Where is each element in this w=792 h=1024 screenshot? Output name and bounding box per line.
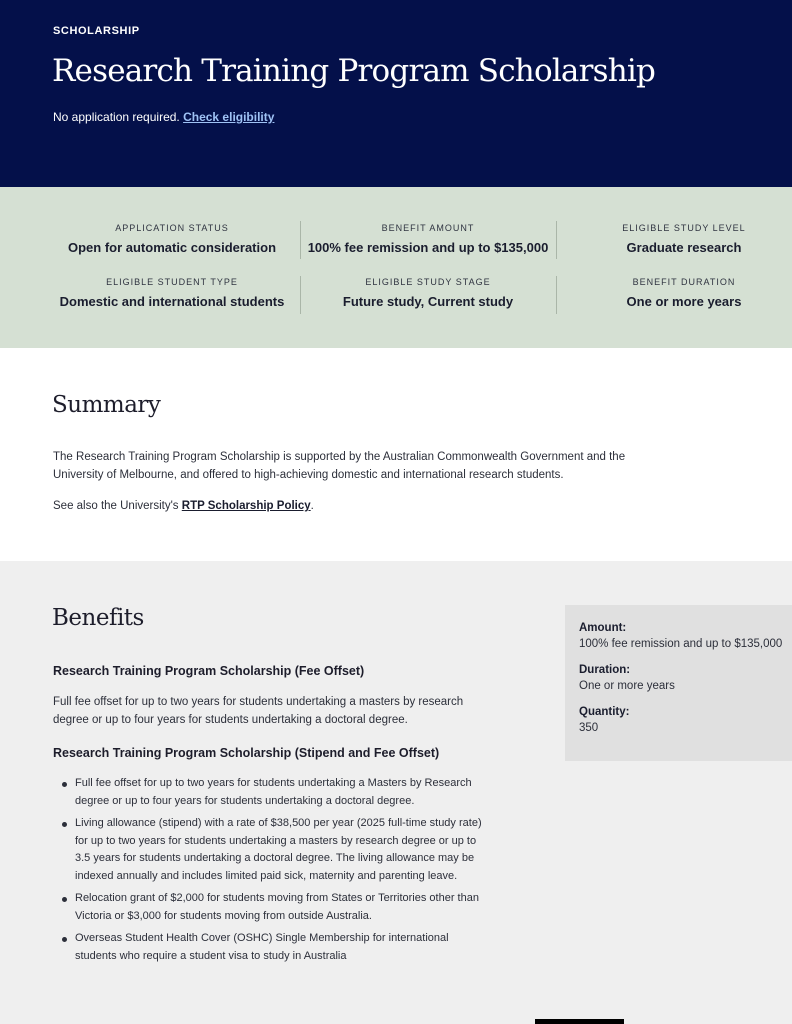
fact-value: Open for automatic consideration (67, 240, 277, 255)
fact-label: ELIGIBLE STUDY STAGE (365, 277, 491, 287)
floating-bar (535, 1019, 624, 1024)
eyebrow-label: SCHOLARSHIP (53, 25, 140, 37)
fact-label: BENEFIT DURATION (632, 277, 736, 287)
duration-value: One or more years (579, 680, 675, 692)
list-item: Overseas Student Health Cover (OSHC) Single Membership for international students who require a student visa to study in Australia (53, 930, 483, 965)
fact-value: Future study, Current study (342, 294, 514, 309)
quantity-value: 350 (579, 722, 599, 734)
fact-divider (556, 221, 557, 259)
rtp-policy-link[interactable]: RTP Scholarship Policy (181, 500, 311, 512)
fact-eligible-student-type (44, 277, 300, 309)
page-header (0, 0, 792, 187)
list-item: Full fee offset for up to two years for students undertaking a Masters by Research degree or up to four years for students undertaking a doctoral degree. (53, 775, 483, 810)
fact-divider (300, 276, 301, 314)
intro-text (53, 110, 274, 124)
intro-prefix: No application required. (53, 110, 184, 124)
scholarship-facts (0, 187, 792, 348)
benefit-summary-card (565, 605, 792, 761)
fact-value: Graduate research (626, 240, 742, 255)
stipend-benefits-list (53, 775, 483, 970)
benefits-heading: Benefits (52, 605, 144, 631)
fact-label: ELIGIBLE STUDENT TYPE (106, 277, 238, 287)
summary-text: The Research Training Program Scholarship is supported by the Australian Commonwealth Government and the University of Melbourne, and offered to high-achieving domestic and international research students. (53, 451, 626, 481)
amount-label: Amount: (579, 622, 627, 634)
amount-value: 100% fee remission and up to $135,000 (579, 638, 783, 650)
page-title: Research Training Program Scholarship (52, 53, 656, 89)
fact-application-status (44, 223, 300, 255)
fact-benefit-amount (300, 223, 556, 255)
fact-eligible-study-level (556, 223, 792, 255)
fact-benefit-duration (556, 277, 792, 309)
fact-value: Domestic and international students (59, 294, 285, 309)
fact-divider (300, 221, 301, 259)
fee-offset-heading: Research Training Program Scholarship (Fee Offset) (53, 664, 365, 678)
list-item: Living allowance (stipend) with a rate of $38,500 per year (2025 full-time study rate) for up to two years for students undertaking a masters by research degree or up to 3.5 years for students undertaking a doctoral degree. The living allowance may be indexed annually and includes limited paid sick, maternity and parenting leave. (53, 815, 483, 885)
see-also-suffix: . (310, 500, 314, 512)
fact-value: One or more years (626, 294, 742, 309)
stipend-heading: Research Training Program Scholarship (Stipend and Fee Offset) (53, 746, 440, 760)
fact-label: BENEFIT AMOUNT (381, 223, 475, 233)
see-also-prefix: See also the University's (53, 500, 182, 512)
check-eligibility-link[interactable]: Check eligibility (183, 110, 275, 124)
fact-value: 100% fee remission and up to $135,000 (307, 240, 549, 255)
fact-divider (556, 276, 557, 314)
summary-heading: Summary (52, 392, 161, 418)
fact-label: APPLICATION STATUS (115, 223, 229, 233)
duration-label: Duration: (579, 664, 631, 676)
fee-offset-text: Full fee offset for up to two years for students undertaking a masters by research degree or up to four years for students undertaking a doctoral degree. (53, 696, 464, 726)
fact-label: ELIGIBLE STUDY LEVEL (622, 223, 746, 233)
see-also-text (53, 500, 314, 512)
list-item: Relocation grant of $2,000 for students moving from States or Territories other than Victoria or $3,000 for students moving from outside Australia. (53, 890, 483, 925)
fact-eligible-study-stage (300, 277, 556, 309)
quantity-label: Quantity: (579, 706, 630, 718)
